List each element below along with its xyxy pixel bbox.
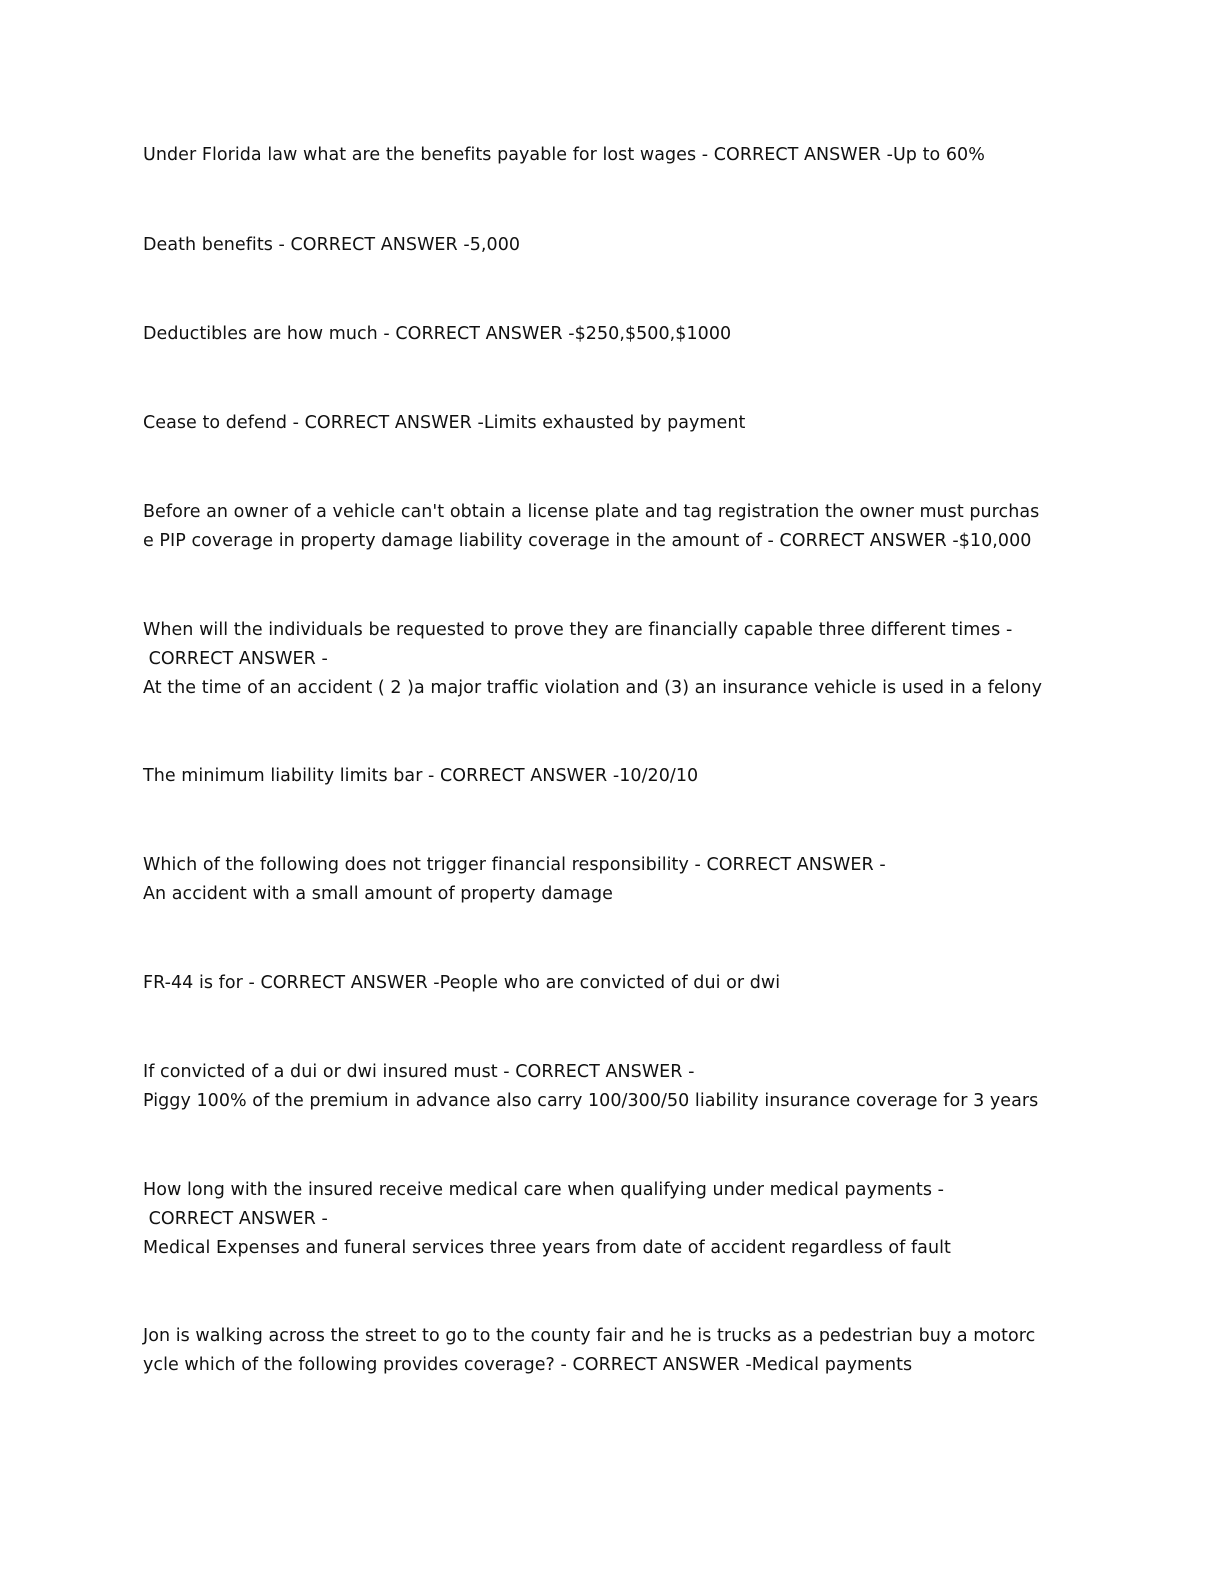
- qa-line: Medical Expenses and funeral services three years from date of accident regardless of fault: [143, 1238, 951, 1258]
- qa-line: FR-44 is for - CORRECT ANSWER -People who are convicted of dui or dwi: [143, 973, 781, 993]
- qa-line: Before an owner of a vehicle can't obtain a license plate and tag registration the owner must purchas: [143, 502, 1040, 522]
- qa-line: ycle which of the following provides coverage? - CORRECT ANSWER -Medical payments: [143, 1355, 913, 1375]
- qa-line: Deductibles are how much - CORRECT ANSWER -$250,$500,$1000: [143, 324, 732, 344]
- qa-item-deductibles: [143, 320, 1083, 349]
- qa-item-medical-payments-duration: [143, 1176, 1083, 1263]
- qa-line: Death benefits - CORRECT ANSWER -5,000: [143, 235, 521, 255]
- qa-line: Jon is walking across the street to go to the county fair and he is trucks as a pedestrian buy a motorc: [143, 1326, 1036, 1346]
- qa-line: Under Florida law what are the benefits payable for lost wages - CORRECT ANSWER -Up to 60%: [143, 145, 985, 165]
- qa-item-financially-capable: [143, 616, 1083, 703]
- qa-line: Cease to defend - CORRECT ANSWER -Limits exhausted by payment: [143, 413, 746, 433]
- qa-line: e PIP coverage in property damage liability coverage in the amount of - CORRECT ANSWER -$10,000: [143, 531, 1032, 551]
- qa-item-cease-to-defend: [143, 409, 1083, 438]
- qa-line: Piggy 100% of the premium in advance also carry 100/300/50 liability insurance coverage for 3 years: [143, 1091, 1039, 1111]
- qa-line: At the time of an accident ( 2 )a major traffic violation and (3) an insurance vehicle is used in a felony: [143, 678, 1043, 698]
- qa-item-fr44: [143, 969, 1083, 998]
- qa-line: Which of the following does not trigger financial responsibility - CORRECT ANSWER -: [143, 855, 886, 875]
- qa-line: CORRECT ANSWER -: [143, 649, 328, 669]
- qa-line: The minimum liability limits bar - CORRECT ANSWER -10/20/10: [143, 766, 699, 786]
- qa-line: When will the individuals be requested to prove they are financially capable three different times -: [143, 620, 1013, 640]
- qa-line: An accident with a small amount of property damage: [143, 884, 613, 904]
- qa-item-minimum-limits: [143, 762, 1083, 791]
- qa-item-pedestrian-coverage: [143, 1322, 1083, 1380]
- qa-line: If convicted of a dui or dwi insured must - CORRECT ANSWER -: [143, 1062, 695, 1082]
- qa-line: CORRECT ANSWER -: [143, 1209, 328, 1229]
- qa-item-dui-dwi: [143, 1058, 1083, 1116]
- qa-line: How long with the insured receive medical care when qualifying under medical payments -: [143, 1180, 944, 1200]
- qa-item-death-benefits: [143, 231, 1083, 260]
- qa-item-lost-wages: [143, 141, 1083, 170]
- qa-item-license-plate: [143, 498, 1083, 556]
- qa-item-financial-responsibility: [143, 851, 1083, 909]
